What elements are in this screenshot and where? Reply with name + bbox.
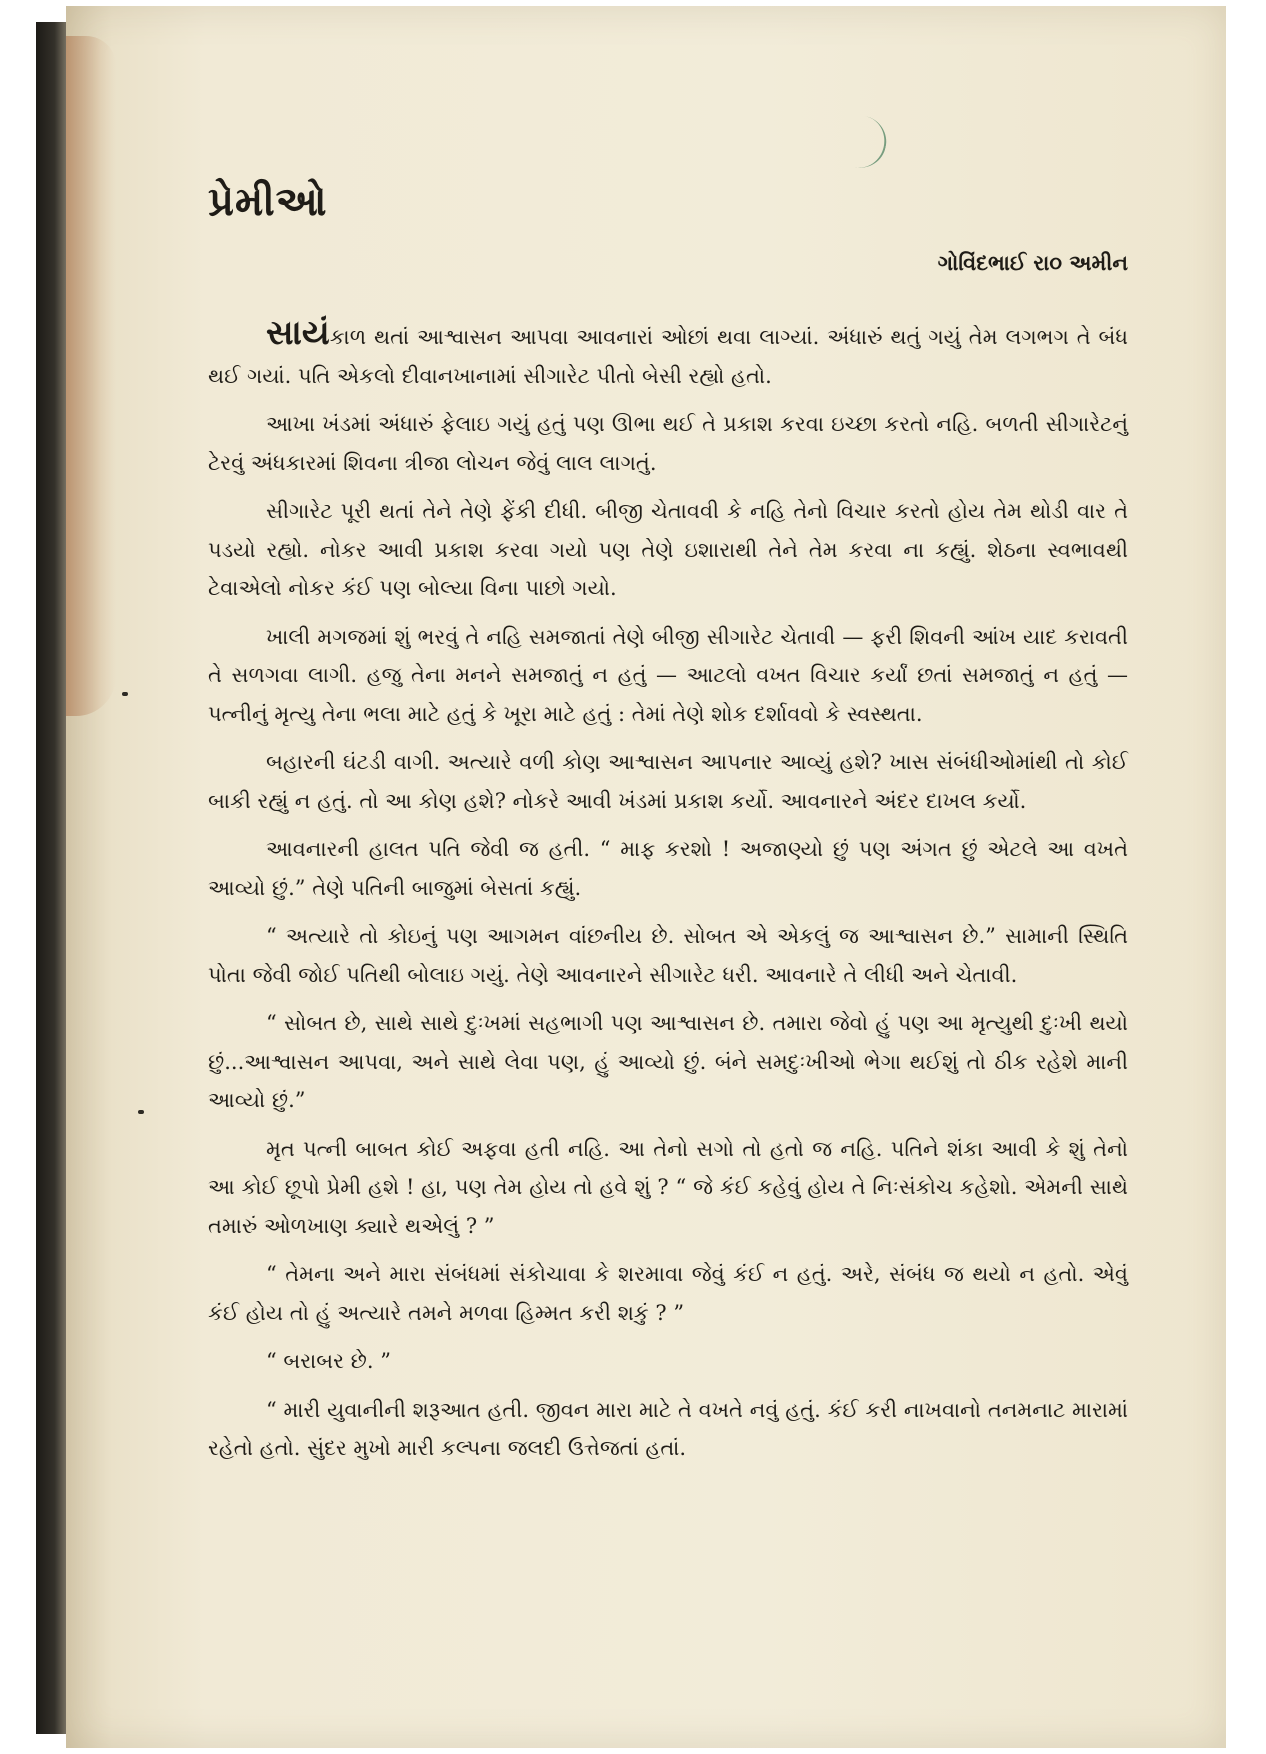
paragraph: “ મારી યુવાનીની શરૂઆત હતી. જીવન મારા માટે તે વખતે નવું હતું. કંઈ કરી નાખવાનો તનમનાટ મારામાં રહેતો હતો. સુંદર મુખો મારી કલ્પના જલદી ઉત્તેજતાં હતાં. bbox=[208, 1397, 1128, 1460]
book-page bbox=[66, 6, 1226, 1748]
article-author: ગોવિંદભાઈ રા૦ અમીન bbox=[937, 250, 1128, 275]
paragraph bbox=[208, 314, 1128, 395]
article-body bbox=[208, 314, 1128, 1478]
paragraph-text: કાળ થતાં આશ્વાસન આપવા આવનારાં ઓછાં થવા લાગ્યાં. અંધારું થતું ગયું તેમ લગભગ તે બંધ થઈ ગયાં. પતિ એકલો દીવાનખાનામાં સીગારેટ પીતો બેસી રહ્યો હતો. bbox=[208, 325, 1128, 388]
drop-cap: સાયં bbox=[266, 313, 330, 353]
paragraph: “ અત્યારે તો કોઇનું પણ આગમન વાંછનીય છે. સોબત એ એકલું જ આશ્વાસન છે.” સામાની સ્થિતિ પોતા જેવી જોઈ પતિથી બોલાઇ ગયું. તેણે આવનારને સીગારેટ ધરી. આવનારે તે લીધી અને ચેતાવી. bbox=[208, 924, 1128, 987]
paragraph: સીગારેટ પૂરી થતાં તેને તેણે ફેંકી દીધી. બીજી ચેતાવવી કે નહિ તેનો વિચાર કરતો હોય તેમ થોડી વાર તે પડયો રહ્યો. નોકર આવી પ્રકાશ કરવા ગયો પણ તેણે ઇશારાથી તેને તેમ કરવા ના કહ્યું. શેઠના સ્વભાવથી ટેવાએલો નોકર કંઈ પણ બોલ્યા વિના પાછો ગયો. bbox=[208, 499, 1128, 600]
paragraph: “ તેમના અને મારા સંબંધમાં સંકોચાવા કે શરમાવા જેવું કંઈ ન હતું. અરે, સંબંધ જ થયો ન હતો. એવું કંઈ હોય તો હું અત્યારે તમને મળવા હિમ્મત કરી શકું ? ” bbox=[208, 1262, 1128, 1325]
paragraph: આખા ખંડમાં અંધારું ફેલાઇ ગયું હતું પણ ઊભા થઈ તે પ્રકાશ કરવા ઇચ્છા કરતો નહિ. બળતી સીગારેટનું ટેરવું અંધકારમાં શિવના ત્રીજા લોચન જેવું લાલ લાગતું. bbox=[208, 412, 1128, 475]
ink-speck bbox=[138, 1110, 144, 1114]
paragraph: “ સોબત છે, સાથે સાથે દુઃખમાં સહભાગી પણ આશ્વાસન છે. તમારા જેવો હું પણ આ મૃત્યુથી દુઃખી થયો છું...આશ્વાસન આપવા, અને સાથે લેવા પણ, હું આવ્યો છું. બંને સમદુઃખીઓ ભેગા થઈશું તો ઠીક રહેશે માની આવ્યો છું.” bbox=[208, 1011, 1128, 1112]
torn-page-edge bbox=[66, 36, 116, 716]
article bbox=[208, 6, 1128, 1748]
book-binding-edge bbox=[36, 22, 70, 1734]
paragraph: બહારની ઘંટડી વાગી. અત્યારે વળી કોણ આશ્વાસન આપનાર આવ્યું હશે? ખાસ સંબંધીઓમાંથી તો કોઈ બાકી રહ્યું ન હતું. તો આ કોણ હશે? નોકરે આવી ખંડમાં પ્રકાશ કર્યો. આવનારને અંદર દાખલ કર્યો. bbox=[208, 750, 1128, 813]
ink-speck bbox=[122, 692, 128, 696]
paragraph: ખાલી મગજમાં શું ભરવું તે નહિ સમજાતાં તેણે બીજી સીગારેટ ચેતાવી — ફરી શિવની આંખ યાદ કરાવતી તે સળગવા લાગી. હજુ તેના મનને સમજાતું ન હતું — આટલો વખત વિચાર કર્યાં છતાં સમજાતું ન હતું — પત્નીનું મૃત્યુ તેના ભલા માટે હતું કે ખૂરા માટે હતું : તેમાં તેણે શોક દર્શાવવો કે સ્વસ્થતા. bbox=[208, 624, 1128, 726]
paragraph: આવનારની હાલત પતિ જેવી જ હતી. “ માફ કરશો ! અજાણ્યો છું પણ અંગત છું એટલે આ વખતે આવ્યો છું.” તેણે પતિની બાજુમાં બેસતાં કહ્યું. bbox=[208, 837, 1128, 900]
paragraph: “ બરાબર છે. ” bbox=[266, 1349, 391, 1373]
paragraph: મૃત પત્ની બાબત કોઈ અફવા હતી નહિ. આ તેનો સગો તો હતો જ નહિ. પતિને શંકા આવી કે શું તેનો આ કોઈ છૂપો પ્રેમી હશે ! હા, પણ તેમ હોય તો હવે શું ? “ જે કંઈ કહેવું હોય તે નિઃસંકોચ કહેશો. એમની સાથે તમારું ઓળખાણ ક્યારે થએલું ? ” bbox=[208, 1136, 1128, 1238]
article-title: પ્રેમીઓ bbox=[208, 178, 328, 225]
